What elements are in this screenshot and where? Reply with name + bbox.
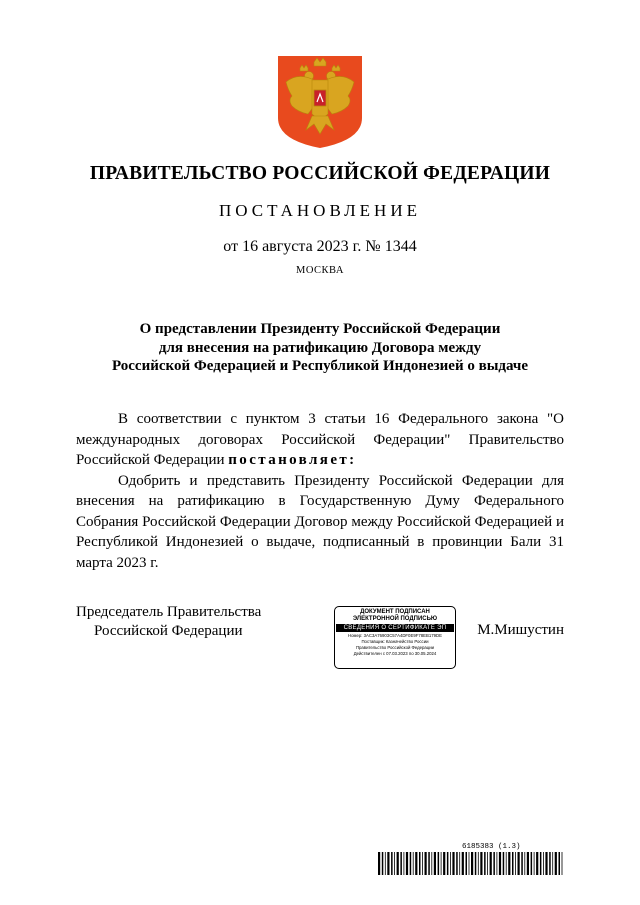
document-type: ПОСТАНОВЛЕНИЕ: [218, 201, 421, 220]
russian-coat-of-arms-icon: [278, 56, 362, 148]
body-paragraph: [76, 409, 564, 471]
stamp-heading: ЭЛЕКТРОННОЙ ПОДПИСЬЮ: [352, 616, 438, 622]
signer-position-line: Председатель Правительства: [76, 604, 262, 620]
subject-line: Российской Федерацией и Республикой Индонезией о выдаче: [111, 358, 529, 374]
subject-line: для внесения на ратификацию Договора между: [158, 339, 482, 356]
decree-city: МОСКВА: [296, 265, 344, 276]
decree-subject: [60, 320, 580, 376]
subject-line: О представлении Президенту Российской Федерации: [139, 321, 501, 337]
decree-verb: постановляет:: [228, 452, 357, 468]
decree-body: [76, 409, 564, 573]
barcode-number: 6185383 (1.3): [462, 843, 521, 851]
decree-date-number: от 16 августа 2023 г. № 1344: [223, 238, 417, 255]
signer-name: М.Мишустин: [477, 622, 564, 638]
stamp-validity: Действителен с 07.03.2023 по 30.05.2024: [353, 651, 437, 656]
stamp-issuer: Поставщик: Казначейство России: [361, 639, 429, 644]
preamble-text: В соответствии с пунктом 3 статьи 16 Федерального закона "О международных договорах Российской Федерации" Правительство Российской Федерации: [76, 411, 564, 468]
stamp-owner: Правительство Российской Федерации: [355, 645, 435, 650]
barcode-icon: [378, 852, 566, 875]
signer-position: [76, 603, 296, 641]
electronic-signature-stamp: [334, 606, 456, 669]
body-paragraph: Одобрить и представить Президенту Российской Федерации для внесения на ратификацию в Государственную Думу Федерального Собрания Российской Федерации Договор между Российской Федерацией и Республикой Индонезией о выдаче, подписанный в провинции Бали 31 марта 2023 г.: [76, 472, 564, 571]
government-title: ПРАВИТЕЛЬСТВО РОССИЙСКОЙ ФЕДЕРАЦИИ: [89, 163, 551, 184]
stamp-certificate-band: СВЕДЕНИЯ О СЕРТИФИКАТЕ ЭП: [336, 624, 454, 632]
stamp-heading: ДОКУМЕНТ ПОДПИСАН: [360, 609, 430, 615]
stamp-cert-number: Номер: 3AC3A76903C57A4DF0E9F78EB179DE: [348, 633, 442, 638]
signer-position-line: Российской Федерации: [94, 623, 243, 639]
